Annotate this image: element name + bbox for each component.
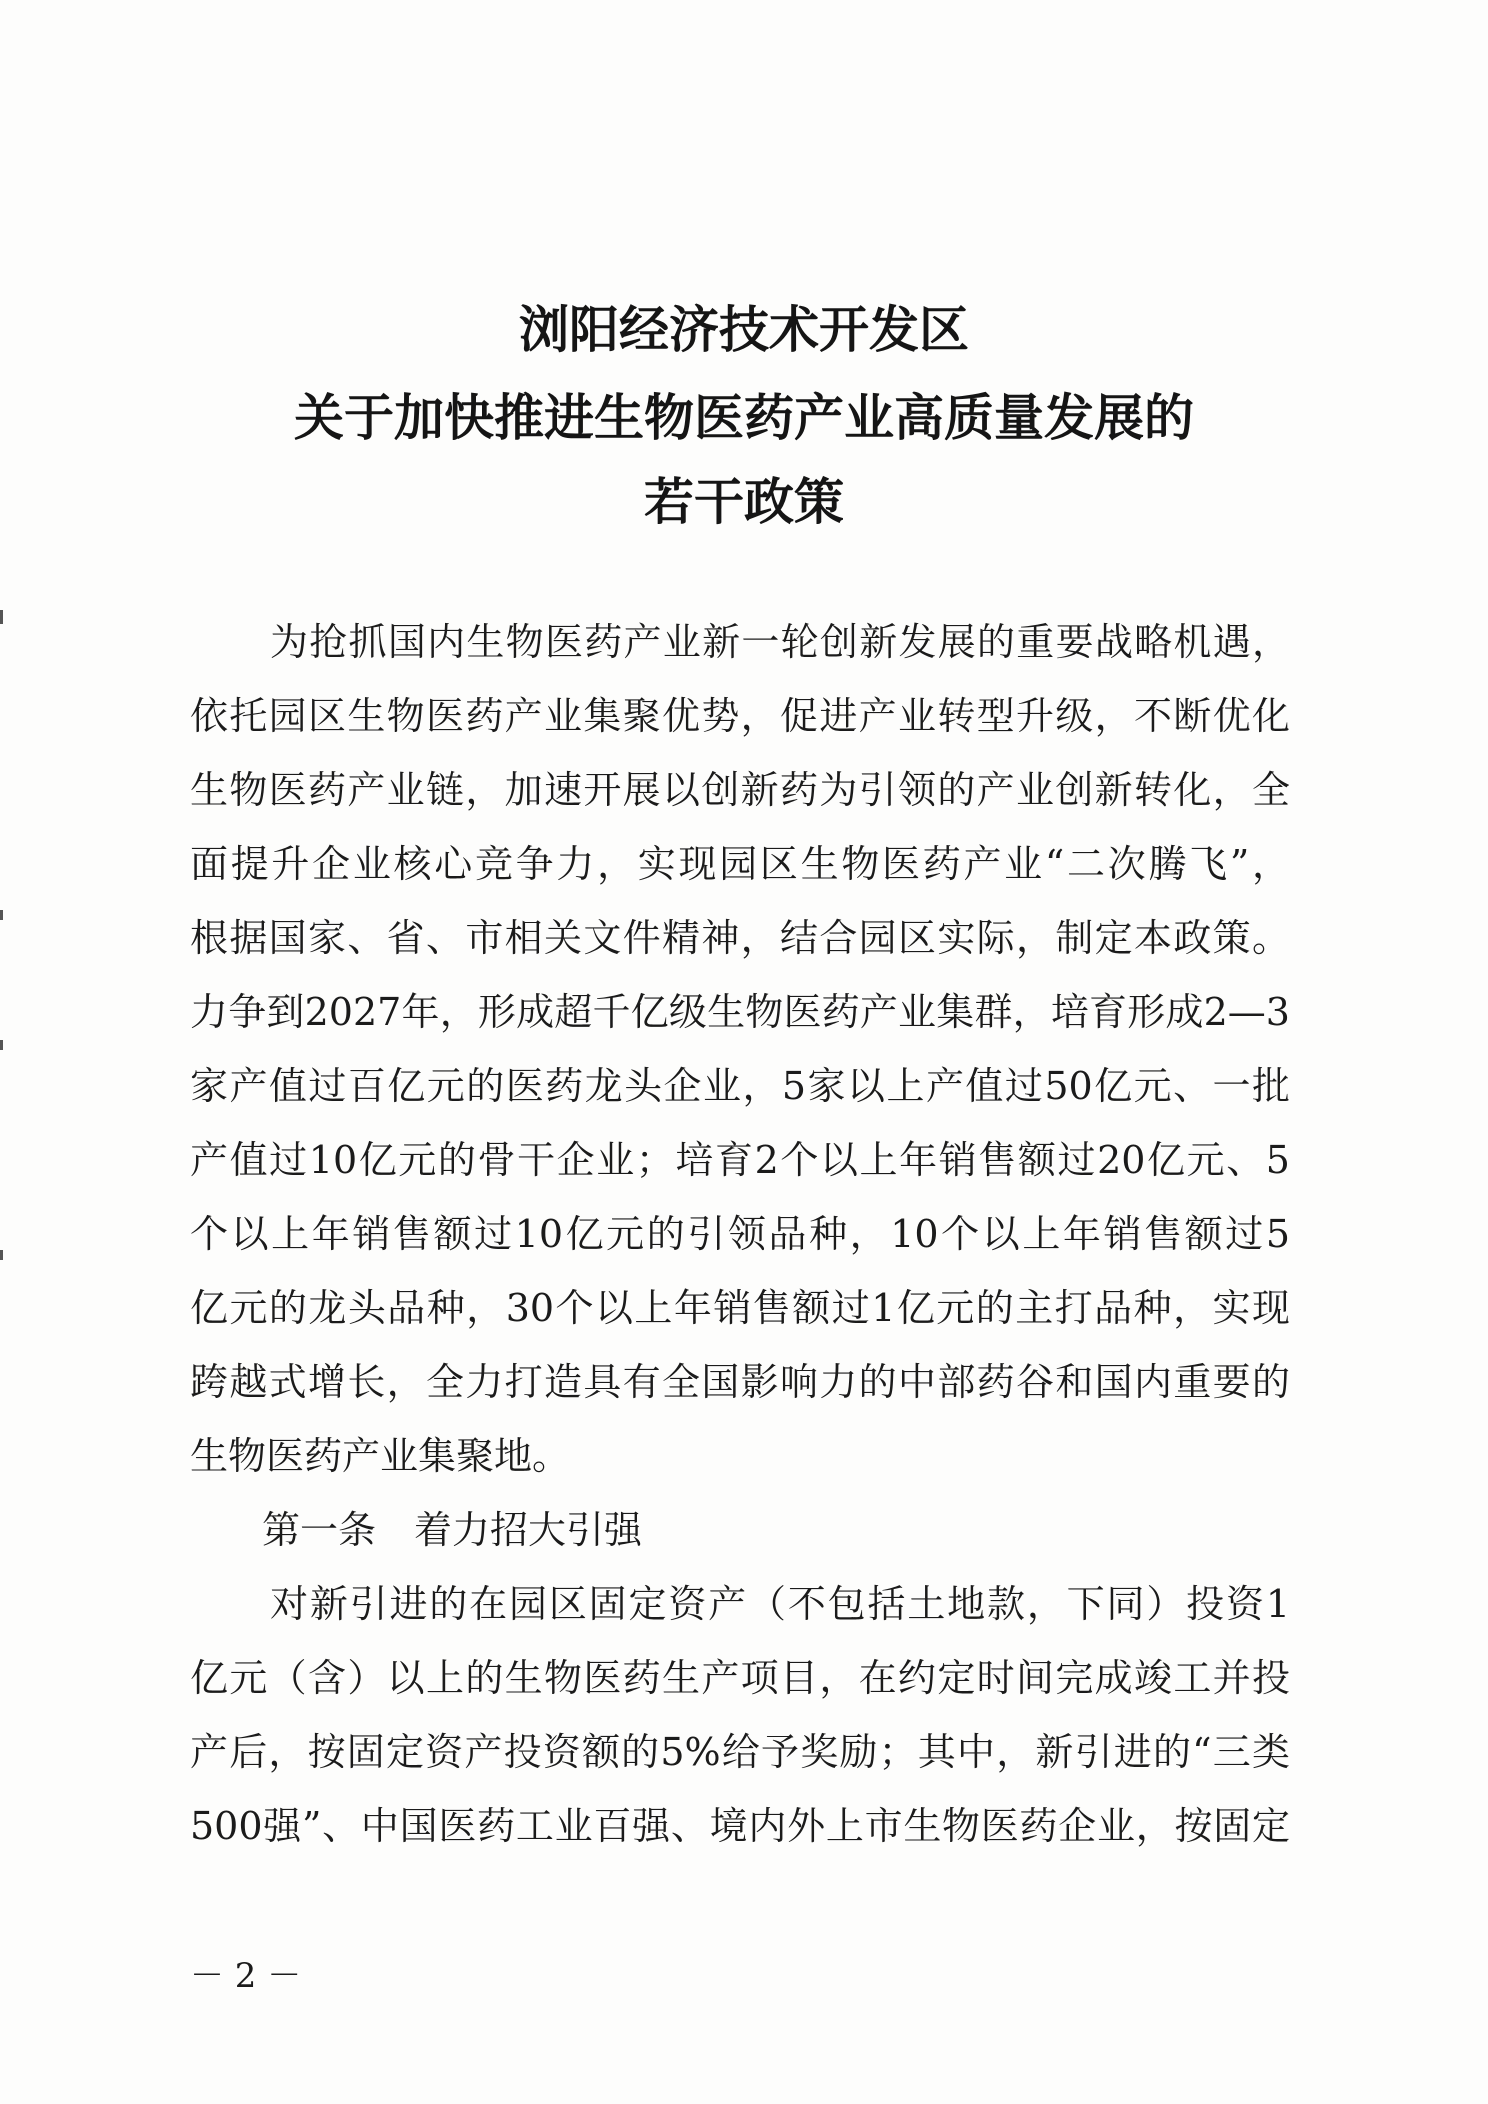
- intro-line: 产值过10亿元的骨干企业；培育2个以上年销售额过20亿元、5: [190, 1138, 1290, 1182]
- scan-edge-mark: [0, 1040, 3, 1050]
- intro-line: 力争到2027年，形成超千亿级生物医药产业集群，培育形成2—3: [190, 990, 1290, 1034]
- scan-edge-mark: [0, 1250, 3, 1260]
- title-line-3: 若干政策: [644, 473, 844, 531]
- page-number: － 2 －: [190, 1956, 302, 1996]
- article-number: 第一条: [262, 1508, 377, 1552]
- article-line: 产后，按固定资产投资额的5%给予奖励；其中，新引进的“三类: [190, 1730, 1290, 1774]
- title-line-2: 关于加快推进生物医药产业高质量发展的: [294, 389, 1194, 447]
- intro-line: 根据国家、省、市相关文件精神，结合园区实际，制定本政策。: [190, 916, 1290, 960]
- intro-line: 个以上年销售额过10亿元的引领品种，10个以上年销售额过5: [190, 1212, 1290, 1256]
- scan-edge-mark: [0, 610, 3, 624]
- document-body: [190, 605, 1290, 1863]
- intro-line: 面提升企业核心竞争力，实现园区生物医药产业“二次腾飞”，: [190, 842, 1290, 886]
- intro-line: 生物医药产业集聚地。: [190, 1434, 571, 1478]
- intro-line: 跨越式增长，全力打造具有全国影响力的中部药谷和国内重要的: [190, 1360, 1290, 1404]
- article-title: 着力招大引强: [414, 1508, 643, 1552]
- intro-line: 为抢抓国内生物医药产业新一轮创新发展的重要战略机遇，: [270, 620, 1290, 664]
- intro-line: 生物医药产业链，加速开展以创新药为引领的产业创新转化，全: [190, 768, 1290, 812]
- article-line: 亿元（含）以上的生物医药生产项目，在约定时间完成竣工并投: [190, 1656, 1290, 1700]
- intro-line: 依托园区生物医药产业集聚优势，促进产业转型升级，不断优化: [190, 694, 1290, 738]
- article-line: 500强”、中国医药工业百强、境内外上市生物医药企业，按固定: [190, 1804, 1290, 1848]
- intro-line: 亿元的龙头品种，30个以上年销售额过1亿元的主打品种，实现: [190, 1286, 1290, 1330]
- intro-line: 家产值过百亿元的医药龙头企业，5家以上产值过50亿元、一批: [190, 1064, 1290, 1108]
- article-heading: [190, 1493, 1290, 1567]
- scan-edge-mark: [0, 910, 3, 920]
- article-line: 对新引进的在园区固定资产（不包括土地款，下同）投资1: [270, 1582, 1290, 1626]
- title-line-1: 浏阳经济技术开发区: [519, 301, 969, 359]
